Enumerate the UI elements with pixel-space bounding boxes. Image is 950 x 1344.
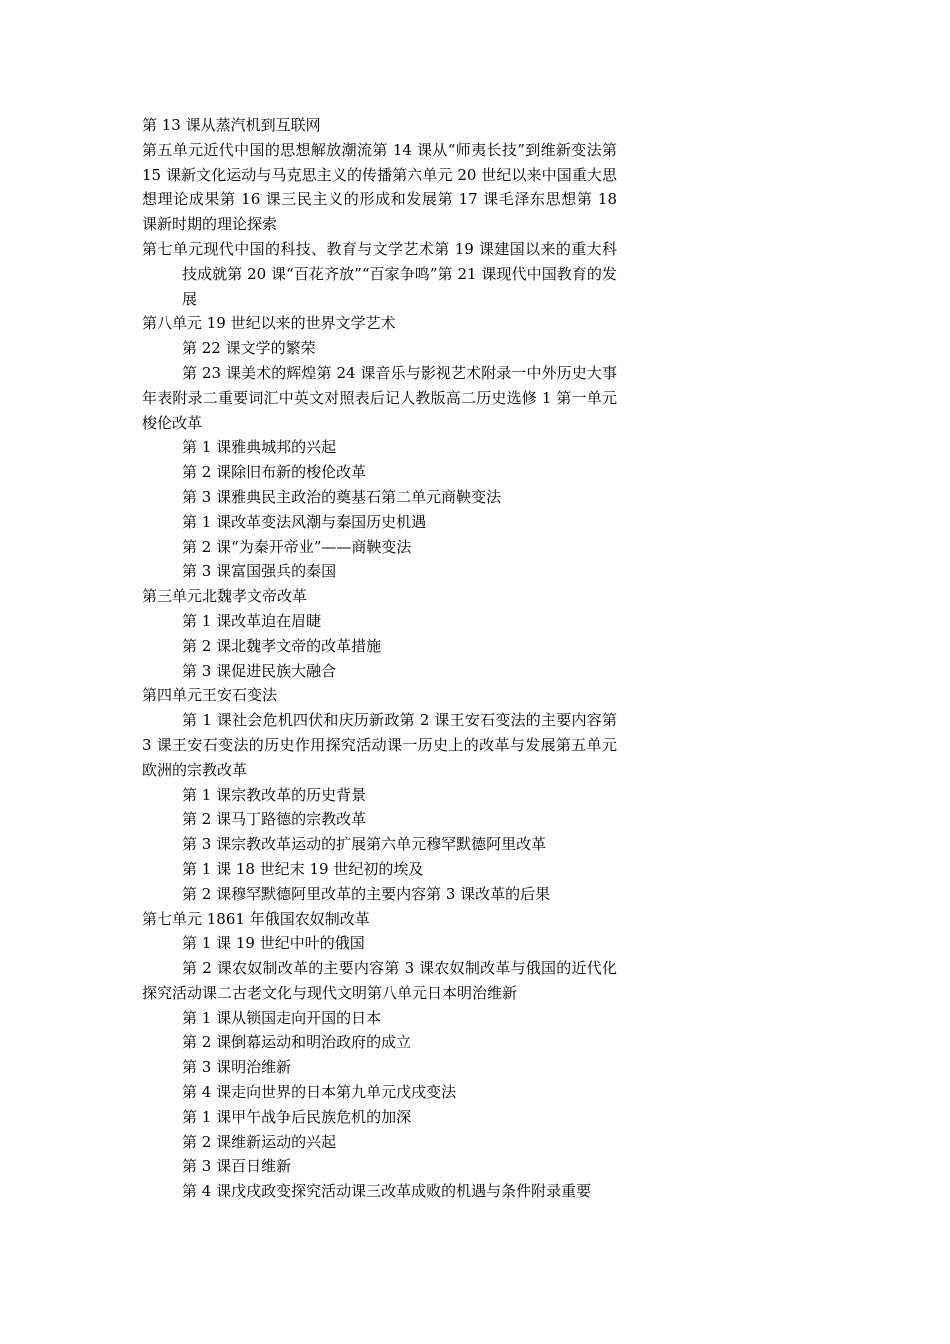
paragraph: 第 2 课北魏孝文帝的改革措施 bbox=[182, 636, 382, 655]
paragraph: 第 22 课文学的繁荣 bbox=[182, 339, 316, 358]
paragraph: 第八单元 19 世纪以来的世界文学艺术 bbox=[142, 314, 396, 333]
paragraph: 第四单元王安石变法 bbox=[142, 686, 278, 705]
paragraph: 第 2 课穆罕默德阿里改革的主要内容第 3 课改革的后果 bbox=[182, 884, 551, 903]
paragraph: 第三单元北魏孝文帝改革 bbox=[142, 587, 308, 606]
paragraph: 第 2 课倒幕运动和明治政府的成立 bbox=[182, 1033, 412, 1052]
paragraph: 第 1 课从锁国走向开国的日本 bbox=[182, 1008, 382, 1027]
paragraph: 第七单元现代中国的科技、教育与文学艺术第 19 课建国以来的重大科技成就第 20 课“百花齐放”“百家争鸣”第 21 课现代中国教育的发展 bbox=[142, 239, 617, 308]
paragraph: 第 1 课雅典城邦的兴起 bbox=[182, 438, 337, 457]
paragraph: 第 4 课戊戌政变探究活动课三改革成败的机遇与条件附录重要 bbox=[182, 1182, 592, 1201]
paragraph: 第 2 课“为秦开帝业”——商鞅变法 bbox=[182, 537, 412, 556]
paragraph: 第 3 课雅典民主政治的奠基石第二单元商鞅变法 bbox=[182, 487, 502, 506]
paragraph: 第 1 课社会危机四伏和庆历新政第 2 课王安石变法的主要内容第 3 课王安石变法的历史作用探究活动课一历史上的改革与发展第五单元欧洲的宗教改革 bbox=[142, 711, 617, 779]
paragraph: 第 1 课改革迫在眉睫 bbox=[182, 611, 322, 630]
paragraph: 第 2 课除旧布新的梭伦改革 bbox=[182, 463, 367, 482]
paragraph: 第 3 课促进民族大融合 bbox=[182, 661, 337, 680]
document-body bbox=[142, 113, 617, 1204]
paragraph: 第 4 课走向世界的日本第九单元戊戌变法 bbox=[182, 1083, 457, 1102]
paragraph: 第 2 课马丁路德的宗教改革 bbox=[182, 810, 367, 829]
paragraph: 第五单元近代中国的思想解放潮流第 14 课从“师夷长技”到维新变法第 15 课新文化运动与马克思主义的传播第六单元 20 世纪以来中国重大思想理论成果第 16 课三民主义的形成和发展第 17 课毛泽东思想第 18 课新时期的理论探索 bbox=[142, 140, 617, 234]
paragraph: 第 2 课维新运动的兴起 bbox=[182, 1132, 337, 1151]
paragraph: 第 3 课富国强兵的秦国 bbox=[182, 562, 337, 581]
paragraph: 第 1 课 18 世纪末 19 世纪初的埃及 bbox=[182, 859, 424, 878]
paragraph: 第 1 课甲午战争后民族危机的加深 bbox=[182, 1107, 412, 1126]
paragraph: 第 2 课农奴制改革的主要内容第 3 课农奴制改革与俄国的近代化探究活动课二古老文化与现代文明第八单元日本明治维新 bbox=[142, 959, 617, 1002]
paragraph: 第 1 课 19 世纪中叶的俄国 bbox=[182, 934, 365, 953]
paragraph: 第 1 课宗教改革的历史背景 bbox=[182, 785, 367, 804]
paragraph: 第 3 课百日维新 bbox=[182, 1157, 292, 1176]
paragraph: 第 23 课美术的辉煌第 24 课音乐与影视艺术附录一中外历史大事年表附录二重要词汇中英文对照表后记人教版高二历史选修 1 第一单元梭伦改革 bbox=[142, 363, 617, 432]
paragraph: 第七单元 1861 年俄国农奴制改革 bbox=[142, 909, 370, 928]
paragraph: 第 3 课明治维新 bbox=[182, 1058, 292, 1077]
paragraph: 第 13 课从蒸汽机到互联网 bbox=[142, 116, 321, 134]
paragraph: 第 3 课宗教改革运动的扩展第六单元穆罕默德阿里改革 bbox=[182, 835, 547, 854]
paragraph: 第 1 课改革变法风潮与秦国历史机遇 bbox=[182, 512, 427, 531]
